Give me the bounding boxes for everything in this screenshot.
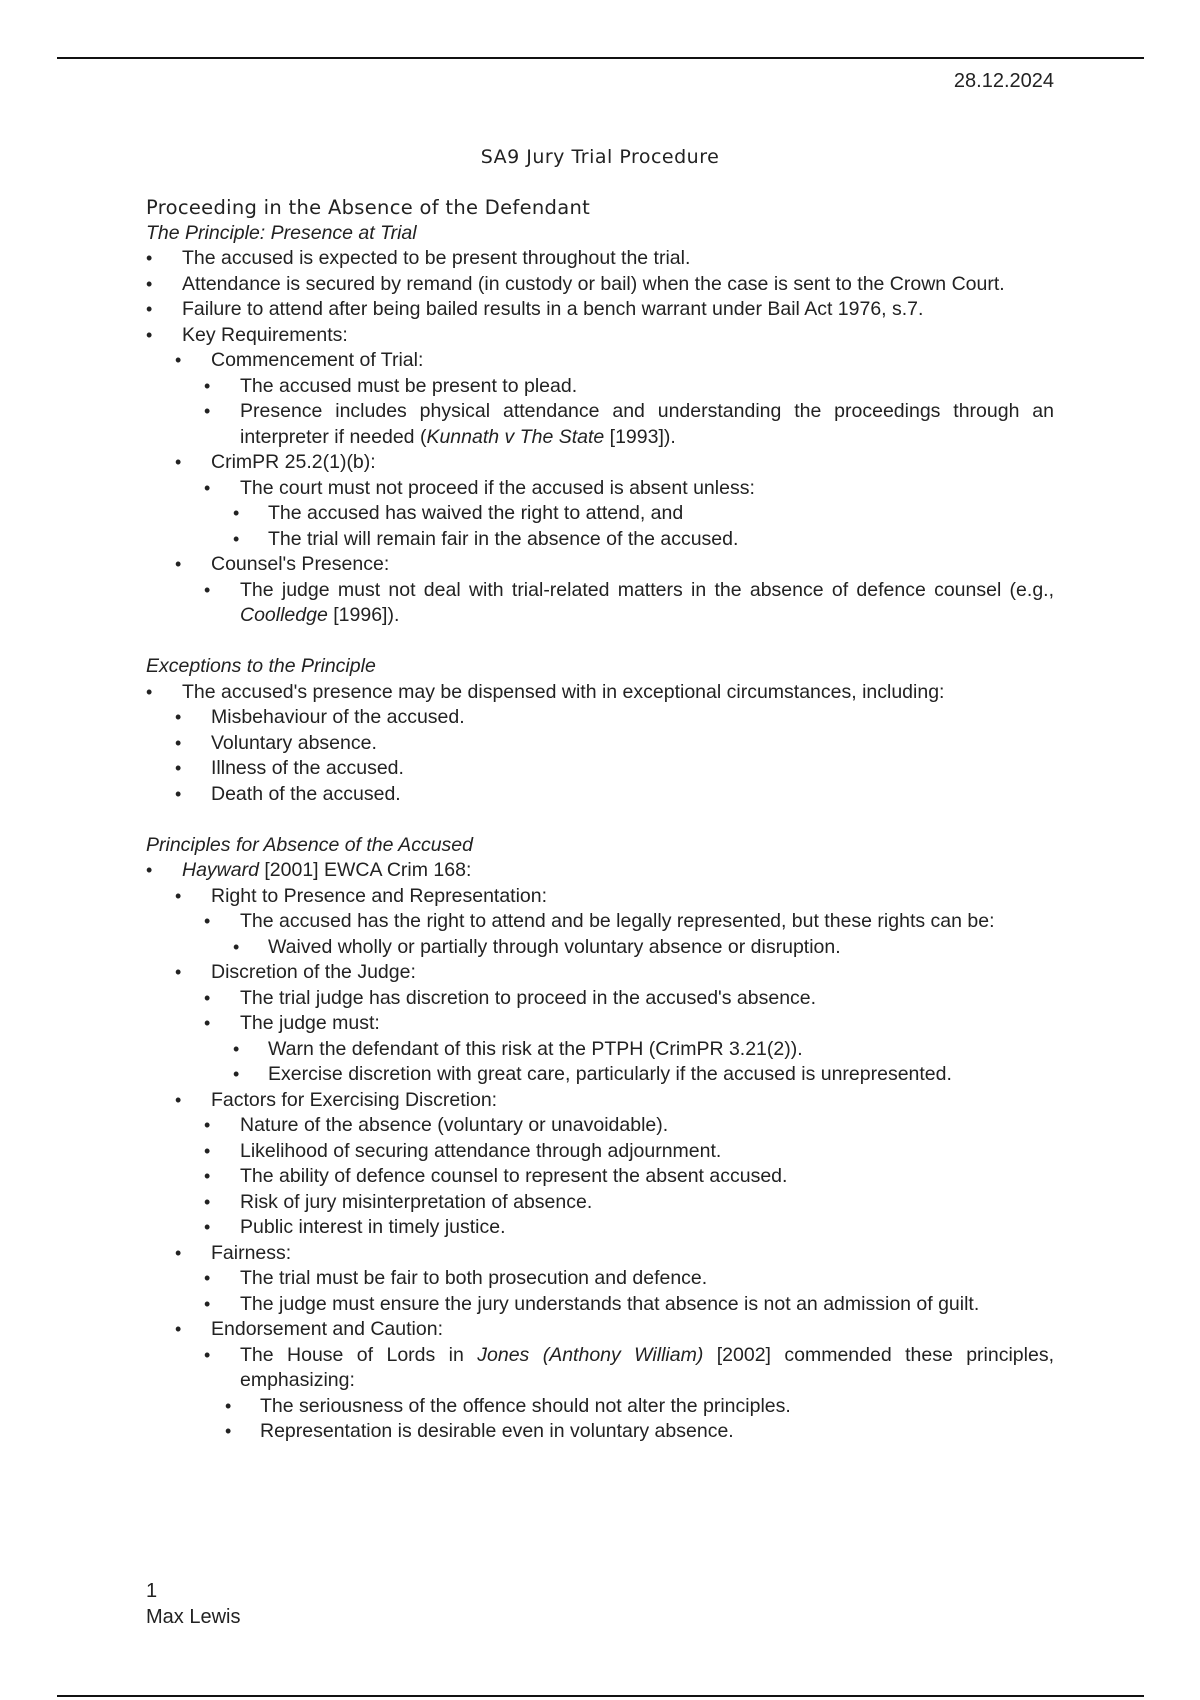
case-name: Hayward bbox=[182, 859, 259, 881]
footer-rule bbox=[57, 1695, 1144, 1697]
subheading-exceptions: Exceptions to the Principle bbox=[146, 655, 376, 677]
exceptions-list bbox=[146, 680, 1054, 808]
list-item: • Representation is desirable even in voluntary absence. bbox=[146, 1419, 1054, 1445]
list-item: • Discretion of the Judge: bbox=[146, 960, 1054, 986]
list-item: • Fairness: bbox=[146, 1241, 1054, 1267]
list-item: • Hayward [2001] EWCA Crim 168: bbox=[146, 858, 1054, 884]
list-item: • Likelihood of securing attendance through adjournment. bbox=[146, 1139, 1054, 1165]
list-item: • Right to Presence and Representation: bbox=[146, 884, 1054, 910]
list-item: • Public interest in timely justice. bbox=[146, 1215, 1054, 1241]
list-item: • The accused has the right to attend and be legally represented, but these rights can be: bbox=[146, 909, 1054, 935]
document-title: SA9 Jury Trial Procedure bbox=[480, 146, 720, 168]
list-item: • Key Requirements: bbox=[146, 323, 1054, 349]
list-item: • The judge must not deal with trial-related matters in the absence of defence counsel (e.g., Coolledge [1996]). bbox=[146, 578, 1054, 629]
subheading-principle: The Principle: Presence at Trial bbox=[146, 221, 417, 244]
list-item: • Waived wholly or partially through voluntary absence or disruption. bbox=[146, 935, 1054, 961]
list-item: • Failure to attend after being bailed results in a bench warrant under Bail Act 1976, s.7. bbox=[146, 297, 1054, 323]
list-item: • Commencement of Trial: bbox=[146, 348, 1054, 374]
list-item: • Factors for Exercising Discretion: bbox=[146, 1088, 1054, 1114]
case-name: Jones (Anthony William) bbox=[477, 1343, 704, 1366]
list-item: • The accused's presence may be dispensed with in exceptional circumstances, including: bbox=[146, 680, 1054, 706]
list-item: • The trial must be fair to both prosecution and defence. bbox=[146, 1266, 1054, 1292]
absence-principles-list bbox=[146, 858, 1054, 1445]
list-item: • Presence includes physical attendance and understanding the proceedings through an interpreter if needed (Kunnath v The State [1993]). bbox=[146, 399, 1054, 450]
case-name: Kunnath v The State bbox=[426, 425, 605, 448]
case-name: Coolledge bbox=[240, 604, 328, 626]
list-item: • The trial judge has discretion to proceed in the accused's absence. bbox=[146, 986, 1054, 1012]
list-item: • Death of the accused. bbox=[146, 782, 1054, 808]
list-item: • The accused must be present to plead. bbox=[146, 374, 1054, 400]
list-item: • Counsel's Presence: bbox=[146, 552, 1054, 578]
principle-list bbox=[146, 246, 1054, 629]
list-item: • CrimPR 25.2(1)(b): bbox=[146, 450, 1054, 476]
list-item: • The court must not proceed if the accused is absent unless: bbox=[146, 476, 1054, 502]
list-item: • The House of Lords in Jones (Anthony William) [2002] commended these principles, emphasizing: bbox=[146, 1343, 1054, 1394]
list-item: • Illness of the accused. bbox=[146, 756, 1054, 782]
list-item: • Nature of the absence (voluntary or unavoidable). bbox=[146, 1113, 1054, 1139]
list-item: • Exercise discretion with great care, particularly if the accused is unrepresented. bbox=[146, 1062, 1054, 1088]
list-item: • Endorsement and Caution: bbox=[146, 1317, 1054, 1343]
list-item: • The ability of defence counsel to represent the absent accused. bbox=[146, 1164, 1054, 1190]
author-name: Max Lewis bbox=[146, 1606, 241, 1628]
section-heading: Proceeding in the Absence of the Defendant bbox=[146, 196, 591, 219]
list-item: • Warn the defendant of this risk at the PTPH (CrimPR 3.21(2)). bbox=[146, 1037, 1054, 1063]
document-date: 28.12.2024 bbox=[953, 70, 1054, 92]
list-item: • The judge must: bbox=[146, 1011, 1054, 1037]
list-item: • The accused has waived the right to attend, and bbox=[146, 501, 1054, 527]
header-rule bbox=[57, 57, 1144, 59]
page-footer bbox=[146, 1578, 240, 1630]
document-body bbox=[146, 195, 1054, 1445]
list-item: • The seriousness of the offence should not alter the principles. bbox=[146, 1394, 1054, 1420]
page-number: 1 bbox=[146, 1580, 158, 1602]
list-item: • The trial will remain fair in the absence of the accused. bbox=[146, 527, 1054, 553]
list-item: • The judge must ensure the jury understands that absence is not an admission of guilt. bbox=[146, 1292, 1054, 1318]
list-item: • Misbehaviour of the accused. bbox=[146, 705, 1054, 731]
list-item: • Voluntary absence. bbox=[146, 731, 1054, 757]
list-item: • Attendance is secured by remand (in custody or bail) when the case is sent to the Crown Court. bbox=[146, 272, 1054, 298]
list-item: • Risk of jury misinterpretation of absence. bbox=[146, 1190, 1054, 1216]
list-item: • The accused is expected to be present throughout the trial. bbox=[146, 246, 1054, 272]
subheading-absence-principles: Principles for Absence of the Accused bbox=[146, 833, 473, 856]
